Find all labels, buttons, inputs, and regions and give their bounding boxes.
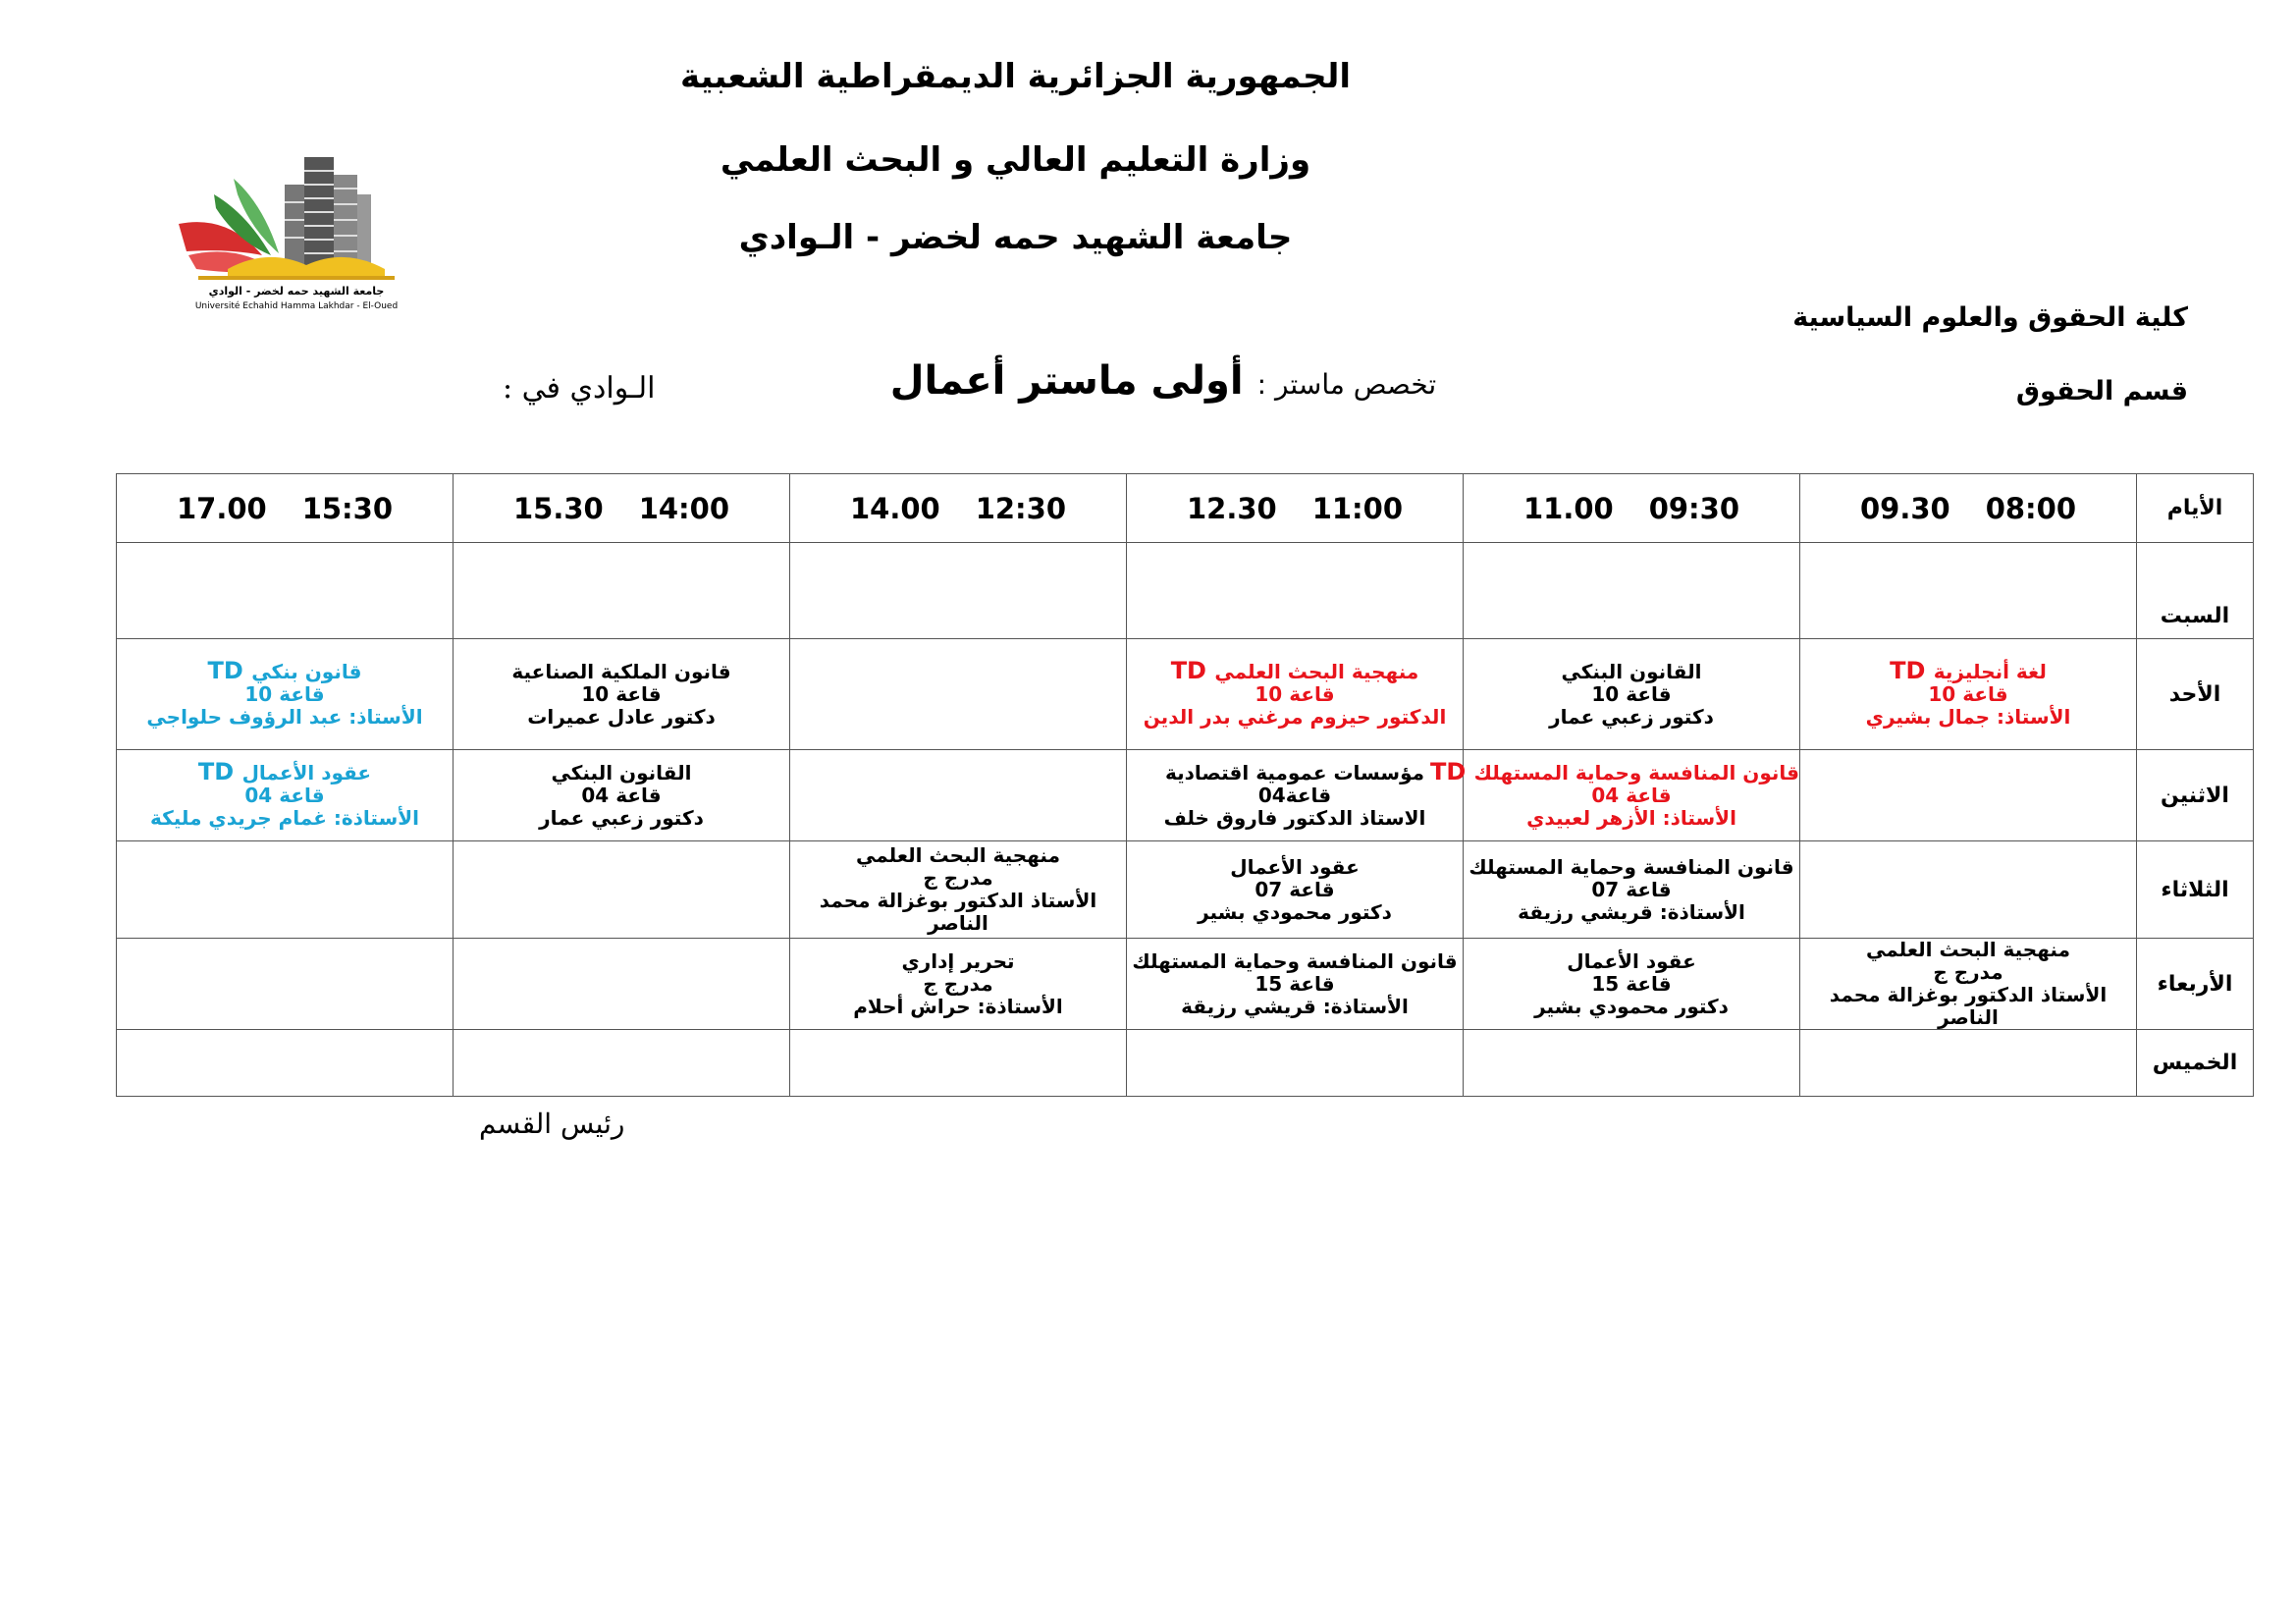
- course-title: تحرير إداري: [901, 948, 1015, 973]
- session-cell: [1430, 750, 1800, 841]
- room-label: قاعة 15: [1591, 971, 1672, 996]
- professor-name-continued: الناصر: [928, 911, 988, 935]
- professor-name: دكتور محمودي بشير: [1534, 994, 1729, 1018]
- specialty-value: أولى ماستر أعمال: [889, 358, 1244, 404]
- professor-name: الأستاذ: الأزهر لعبيدي: [1526, 806, 1736, 830]
- professor-name-continued: الناصر: [1938, 1005, 1999, 1029]
- session-cell: [790, 1030, 1127, 1097]
- day-row-sunday: [117, 639, 2254, 750]
- course-title-line: [1464, 856, 1799, 879]
- room-label: قاعة 10: [1928, 682, 2008, 706]
- slot-header: [1127, 474, 1464, 543]
- professor-name: دكتور زعبي عمار: [539, 805, 704, 830]
- room-label: قاعة04: [1257, 783, 1332, 807]
- slot-header: [454, 474, 790, 543]
- course-title: قانون الملكية الصناعية: [511, 659, 731, 683]
- course-title-line: [117, 758, 453, 785]
- course-title-line: [1127, 657, 1463, 684]
- session-cell: [117, 1030, 454, 1097]
- signature-label: رئيس القسم: [479, 1108, 625, 1140]
- session-cell: [1800, 750, 2137, 841]
- td-tag: TD: [1890, 657, 1934, 684]
- session-cell: [454, 750, 790, 841]
- td-tag: TD: [197, 758, 242, 785]
- course-title: عقود الأعمال: [1230, 854, 1360, 879]
- professor-name: الأستاذة: قريشي رزيقة: [1181, 994, 1409, 1018]
- course-title-line: [1127, 950, 1463, 973]
- department-name: قسم الحقوق: [2015, 376, 2188, 406]
- professor-name: دكتور عادل عميرات: [527, 704, 716, 729]
- session-cell: [454, 841, 790, 939]
- room-label: مدرج ج: [923, 971, 993, 996]
- session-cell: [117, 750, 454, 841]
- specialty-label: تخصص ماستر :: [1256, 368, 1437, 401]
- course-title: عقود الأعمال: [241, 761, 372, 785]
- slot-end-time: 09.30: [1859, 491, 1950, 525]
- course-title-line: [1464, 950, 1799, 973]
- university-logo: [169, 145, 426, 312]
- session-cell: [1464, 1030, 1800, 1097]
- room-label: قاعة 04: [244, 784, 325, 807]
- course-title-line: [790, 844, 1126, 867]
- session-cell: [790, 841, 1127, 939]
- professor-name: الأستاذ: عبد الرؤوف حلواجي: [146, 705, 423, 729]
- course-title-line: [790, 950, 1126, 973]
- session-cell: [1127, 639, 1464, 750]
- course-title: منهجية البحث العلمي: [1866, 938, 2070, 961]
- course-title-line: [117, 657, 453, 684]
- professor-name: دكتور محمودي بشير: [1198, 899, 1392, 924]
- td-tag: TD: [207, 657, 252, 684]
- slot-header: [790, 474, 1127, 543]
- session-cell: [117, 939, 454, 1030]
- day-label: الخميس: [2137, 1030, 2254, 1097]
- course-title: القانون البنكي: [551, 760, 692, 785]
- session-cell: [790, 543, 1127, 639]
- slot-header: [1800, 474, 2137, 543]
- session-cell: [1464, 841, 1800, 939]
- day-label: السبت: [2137, 543, 2254, 639]
- session-cell: [454, 1030, 790, 1097]
- course-title-line: [1127, 856, 1463, 879]
- slot-end-time: 12.30: [1186, 491, 1277, 525]
- slot-start-time: 14:00: [638, 491, 730, 525]
- professor-name: الدكتور حيزوم مرغني بدر الدين: [1143, 705, 1447, 729]
- slot-start-time: 15:30: [301, 491, 394, 525]
- course-title: قانون المنافسة وحماية المستهلك: [1468, 854, 1794, 879]
- day-label: الثلاثاء: [2137, 841, 2254, 939]
- specialty-line: [888, 358, 1438, 404]
- course-title-line: [454, 762, 789, 785]
- slot-end-time: 15.30: [512, 491, 604, 525]
- slot-header: [117, 474, 454, 543]
- header-university: جامعة الشهيد حمه لخضر - الـوادي: [738, 218, 1293, 257]
- day-row-wednesday: [117, 939, 2254, 1030]
- room-label: قاعة 07: [1591, 877, 1672, 901]
- session-cell: [1800, 543, 2137, 639]
- session-cell: [1127, 543, 1464, 639]
- professor-name: دكتور زعبي عمار: [1549, 704, 1714, 729]
- svg-text:Université Echahid Hamma Lakhd: Université Echahid Hamma Lakhdar - El-Oued: [194, 301, 399, 311]
- session-cell: [1464, 939, 1800, 1030]
- course-title-line: [1127, 762, 1463, 785]
- slot-header: [1464, 474, 1800, 543]
- day-row-monday: [117, 750, 2254, 841]
- session-cell: [1800, 639, 2137, 750]
- td-tag: TD: [1170, 657, 1215, 684]
- logo-building-icon: [285, 157, 371, 273]
- room-label: مدرج ج: [923, 866, 993, 890]
- session-cell: [454, 939, 790, 1030]
- session-cell: [1800, 841, 2137, 939]
- course-title-line: [1800, 939, 2136, 961]
- professor-name: الاستاذ الدكتور فاروق خلف: [1163, 805, 1426, 830]
- course-title: عقود الأعمال: [1567, 948, 1696, 973]
- session-cell: [790, 939, 1127, 1030]
- td-tag: TD: [1430, 758, 1474, 785]
- session-cell: [117, 543, 454, 639]
- course-title: لغة أنجليزية: [1933, 660, 2047, 683]
- session-cell: [1800, 1030, 2137, 1097]
- slot-end-time: 11.00: [1522, 491, 1614, 525]
- course-title: قانون بنكي: [251, 660, 362, 683]
- session-cell: [1464, 543, 1800, 639]
- header-ministry: وزارة التعليم العالي و البحث العلمي: [720, 140, 1311, 180]
- schedule-table: [116, 473, 2254, 1097]
- faculty-name: كلية الحقوق والعلوم السياسية: [1792, 302, 2188, 333]
- day-row-tuesday: [117, 841, 2254, 939]
- session-cell: [1127, 1030, 1464, 1097]
- course-title: منهجية البحث العلمي: [1214, 660, 1419, 683]
- session-cell: [1127, 939, 1464, 1030]
- professor-name: الأستاذ: جمال بشيري: [1865, 705, 2071, 729]
- slot-start-time: 09:30: [1648, 491, 1740, 525]
- day-row-saturday: [117, 543, 2254, 639]
- svg-text:جامعة الشهيد حمه لخضر - الوادي: جامعة الشهيد حمه لخضر - الوادي: [208, 285, 385, 298]
- header-row: [117, 474, 2254, 543]
- course-title-line: [1464, 661, 1799, 683]
- professor-name: الأستاذ الدكتور بوغزالة محمد: [819, 889, 1097, 912]
- day-label: الأحد: [2137, 639, 2254, 750]
- course-title: قانون المنافسة وحماية المستهلك: [1132, 948, 1458, 973]
- room-label: مدرج ج: [1933, 960, 2003, 984]
- course-title: قانون المنافسة وحماية المستهلك: [1473, 761, 1799, 785]
- professor-name: الأستاذة: حراش أحلام: [853, 994, 1063, 1018]
- day-label: الأربعاء: [2137, 939, 2254, 1030]
- course-title-line: [454, 661, 789, 683]
- session-cell: [1127, 841, 1464, 939]
- session-cell: [454, 639, 790, 750]
- room-label: قاعة 15: [1255, 971, 1335, 996]
- course-title: منهجية البحث العلمي: [856, 843, 1060, 867]
- room-label: قاعة 10: [1591, 681, 1672, 706]
- session-cell: [790, 639, 1127, 750]
- course-title: القانون البنكي: [1561, 659, 1702, 683]
- session-cell: [790, 750, 1127, 841]
- room-label: قاعة 10: [244, 682, 325, 706]
- days-header: الأيام: [2137, 474, 2254, 543]
- session-cell: [117, 841, 454, 939]
- session-cell: [117, 639, 454, 750]
- slot-start-time: 08:00: [1985, 491, 2077, 525]
- header-republic: الجمهورية الجزائرية الديمقراطية الشعبية: [680, 57, 1351, 96]
- room-label: قاعة 10: [581, 681, 662, 706]
- session-cell: [454, 543, 790, 639]
- session-cell: [1800, 939, 2137, 1030]
- session-cell: [1464, 639, 1800, 750]
- room-label: قاعة 10: [1255, 682, 1335, 706]
- slot-end-time: 14.00: [849, 491, 940, 525]
- course-title-line: [1800, 657, 2136, 684]
- day-row-thursday: [117, 1030, 2254, 1097]
- professor-name: الأستاذة: قريشي رزيقة: [1518, 899, 1745, 924]
- slot-end-time: 17.00: [176, 491, 267, 525]
- professor-name: الأستاذة: غمام جريدي مليكة: [149, 806, 419, 830]
- slot-start-time: 12:30: [975, 491, 1067, 525]
- room-label: قاعة 04: [1591, 784, 1672, 807]
- day-label: الاثنين: [2137, 750, 2254, 841]
- session-cell: [1127, 750, 1464, 841]
- slot-start-time: 11:00: [1311, 491, 1404, 525]
- place-date: الـوادي في :: [503, 371, 656, 406]
- course-title-line: [1430, 758, 1799, 785]
- room-label: قاعة 07: [1255, 877, 1335, 901]
- course-title: مؤسسات عمومية اقتصادية: [1165, 760, 1424, 785]
- professor-name: الأستاذ الدكتور بوغزالة محمد: [1829, 983, 2108, 1006]
- room-label: قاعة 04: [581, 783, 662, 807]
